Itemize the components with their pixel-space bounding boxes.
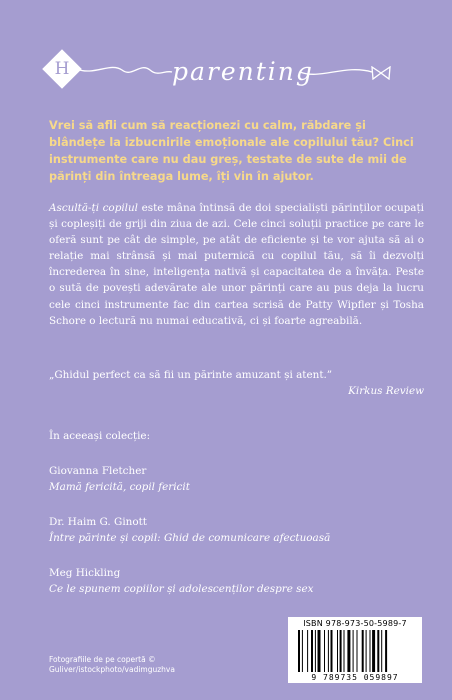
barcode-bar	[324, 630, 325, 672]
logo-letter: H	[54, 59, 70, 79]
barcode-bar	[340, 630, 342, 672]
photo-credit-line: Guliver/istockphoto/vadimguzhva	[49, 665, 175, 674]
description-paragraph	[49, 200, 424, 329]
barcode	[288, 617, 422, 683]
barcode-bar	[357, 630, 358, 672]
barcode-bar	[302, 630, 303, 672]
isbn-text: ISBN 978-973-50-5989-7	[303, 619, 407, 628]
collection-title: Între părinte și copil: Ghid de comunicare afectuoasă	[49, 532, 331, 544]
barcode-bar	[347, 630, 350, 672]
barcode-bar	[315, 630, 316, 672]
barcode-bar	[337, 630, 338, 672]
barcode-bar	[385, 630, 387, 672]
barcode-bar	[298, 630, 300, 672]
collection-heading: În aceeași colecție:	[49, 430, 151, 442]
brand-name: parenting	[172, 57, 314, 86]
barcode-digits: 9 789735 059897	[311, 673, 399, 682]
barcode-bar	[381, 630, 382, 672]
collection-author: Meg Hickling	[49, 567, 121, 579]
barcode-bar	[362, 630, 364, 672]
collection-item	[49, 565, 314, 597]
barcode-bar	[318, 630, 321, 672]
barcode-bar	[366, 630, 367, 672]
collection-author: Dr. Haim G. Ginott	[49, 516, 147, 528]
barcode-bars	[298, 630, 412, 672]
barcode-bar	[377, 630, 379, 672]
barcode-bar	[311, 630, 313, 672]
intro-paragraph: Vrei să afli cum să reacționezi cu calm, răbdare și blândețe la izbucnirile emoționale ale copilului tău? Cinci instrumente care nu dau greș, testate de sute de mii de părinți din întreaga lume, îți vin în ajutor.	[49, 119, 414, 183]
book-title: Ascultă-ți copilul	[49, 202, 139, 214]
barcode-bar	[353, 630, 354, 672]
barcode-bar	[344, 630, 345, 672]
barcode-bar	[307, 630, 308, 672]
review-source: Kirkus Review	[348, 385, 424, 397]
photo-credit	[49, 655, 175, 675]
collection-title: Mamă fericită, copil fericit	[49, 481, 190, 493]
collection-item	[49, 463, 190, 495]
barcode-bar	[372, 630, 375, 672]
collection-author: Giovanna Fletcher	[49, 465, 147, 477]
barcode-bar	[370, 630, 371, 672]
barcode-bar	[331, 630, 333, 672]
collection-title: Ce le spunem copiilor și adolescenților despre sex	[49, 583, 314, 595]
bow-icon	[370, 66, 392, 80]
photo-credit-line: Fotografiile de pe copertă ©	[49, 655, 156, 664]
description-text: este mâna întinsă de doi specialiști părinților ocupați și copleșiți de griji din ziua de azi. Cele cinci soluții practice pe care le oferă sunt pe cât de simple, pe atât de eficiente și te vor ajuta să ai o relație mai strânsă și mai puternică cu copilul tău, să îi dezvolți încrederea în sine, inteligența nativă și capacitatea de a învăța. Peste o sută de povești adevărate ale unor părinți care au pus deja la lucru cele cinci instrumente fac din cartea scrisă de Patty Wipfler și Tosha Schore o lectură nu numai educativă, ci și foarte agreabilă.	[49, 202, 424, 327]
barcode-bar	[328, 630, 329, 672]
collection-item	[49, 514, 330, 546]
review-quote: „Ghidul perfect ca să fii un părinte amuzant și atent.”	[49, 369, 333, 381]
